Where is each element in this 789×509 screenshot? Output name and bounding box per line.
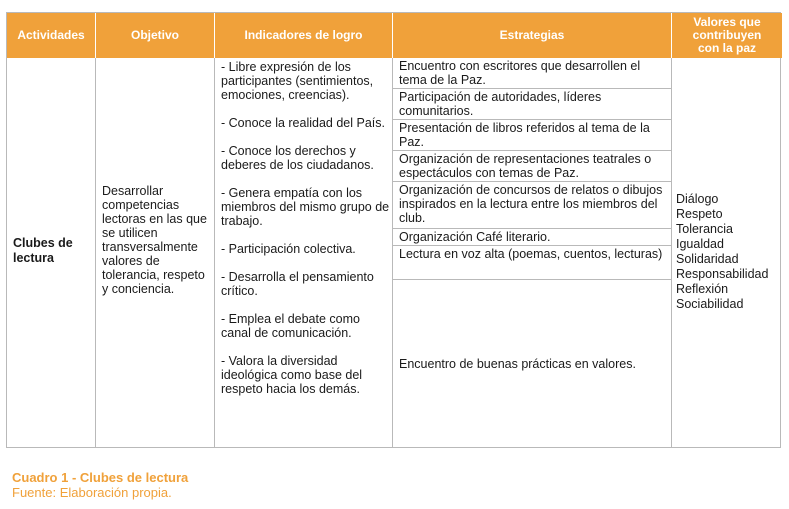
estrategia-row: Lectura en voz alta (poemas, cuentos, lecturas): [393, 246, 671, 280]
valor-item: Solidaridad: [676, 252, 739, 266]
actividad-cell: Clubes de lectura: [13, 236, 73, 265]
estrategia-row: Encuentro de buenas prácticas en valores.: [399, 357, 636, 371]
estrategia-row: Presentación de libros referidos al tema de la Paz.: [393, 120, 671, 151]
valor-item: Igualdad: [676, 237, 724, 251]
estrategia-row: Organización Café literario.: [393, 229, 671, 246]
indicador-item: - Emplea el debate como canal de comunicación.: [221, 312, 360, 340]
activities-table: [6, 12, 781, 448]
indicador-item: - Genera empatía con los miembros del mismo grupo de trabajo.: [221, 186, 390, 228]
valor-item: Respeto: [676, 207, 723, 221]
caption-source: Fuente: Elaboración propia.: [12, 485, 172, 500]
column-actividades: [7, 58, 96, 447]
table-caption: [12, 470, 188, 500]
objetivo-cell: Desarrollar competencias lectoras en las que se utilicen transversalmente valores de tolerancia, respeto y conciencia.: [102, 184, 207, 296]
indicadores-list: [221, 60, 391, 410]
header-objetivo: Objetivo: [96, 13, 215, 58]
header-estrategias: Estrategias: [393, 13, 672, 58]
header-valores: Valores que contribuyen con la paz: [672, 13, 782, 58]
header-actividades: Actividades: [7, 13, 96, 58]
caption-title: Cuadro 1 - Clubes de lectura: [12, 470, 189, 485]
column-estrategias: [393, 58, 672, 447]
valor-item: Diálogo: [676, 192, 719, 206]
indicador-item: - Valora la diversidad ideológica como base del respeto hacia los demás.: [221, 354, 363, 396]
estrategia-row: Participación de autoridades, líderes comunitarios.: [393, 89, 671, 120]
indicador-item: - Conoce la realidad del País.: [221, 116, 385, 130]
indicador-item: - Conoce los derechos y deberes de los ciudadanos.: [221, 144, 374, 172]
valores-list: [676, 192, 768, 312]
indicador-item: - Desarrolla el pensamiento crítico.: [221, 270, 374, 298]
estrategia-row: Organización de representaciones teatrales o espectáculos con temas de Paz.: [393, 151, 671, 182]
valor-item: Reflexión: [676, 282, 729, 296]
valor-item: Sociabilidad: [676, 297, 744, 311]
valor-item: Responsabilidad: [676, 267, 769, 281]
estrategia-row: Encuentro con escritores que desarrollen el tema de la Paz.: [393, 58, 671, 89]
column-objetivo: [96, 58, 215, 447]
valor-item: Tolerancia: [676, 222, 733, 236]
indicador-item: - Participación colectiva.: [221, 242, 356, 256]
estrategia-row: Organización de concursos de relatos o dibujos inspirados en la lectura entre los miembros del club.: [393, 182, 671, 229]
header-indicadores: Indicadores de logro: [215, 13, 393, 58]
indicador-item: - Libre expresión de los participantes (sentimientos, emociones, creencias).: [221, 60, 374, 102]
column-indicadores: [215, 58, 393, 447]
column-valores: [672, 58, 782, 447]
